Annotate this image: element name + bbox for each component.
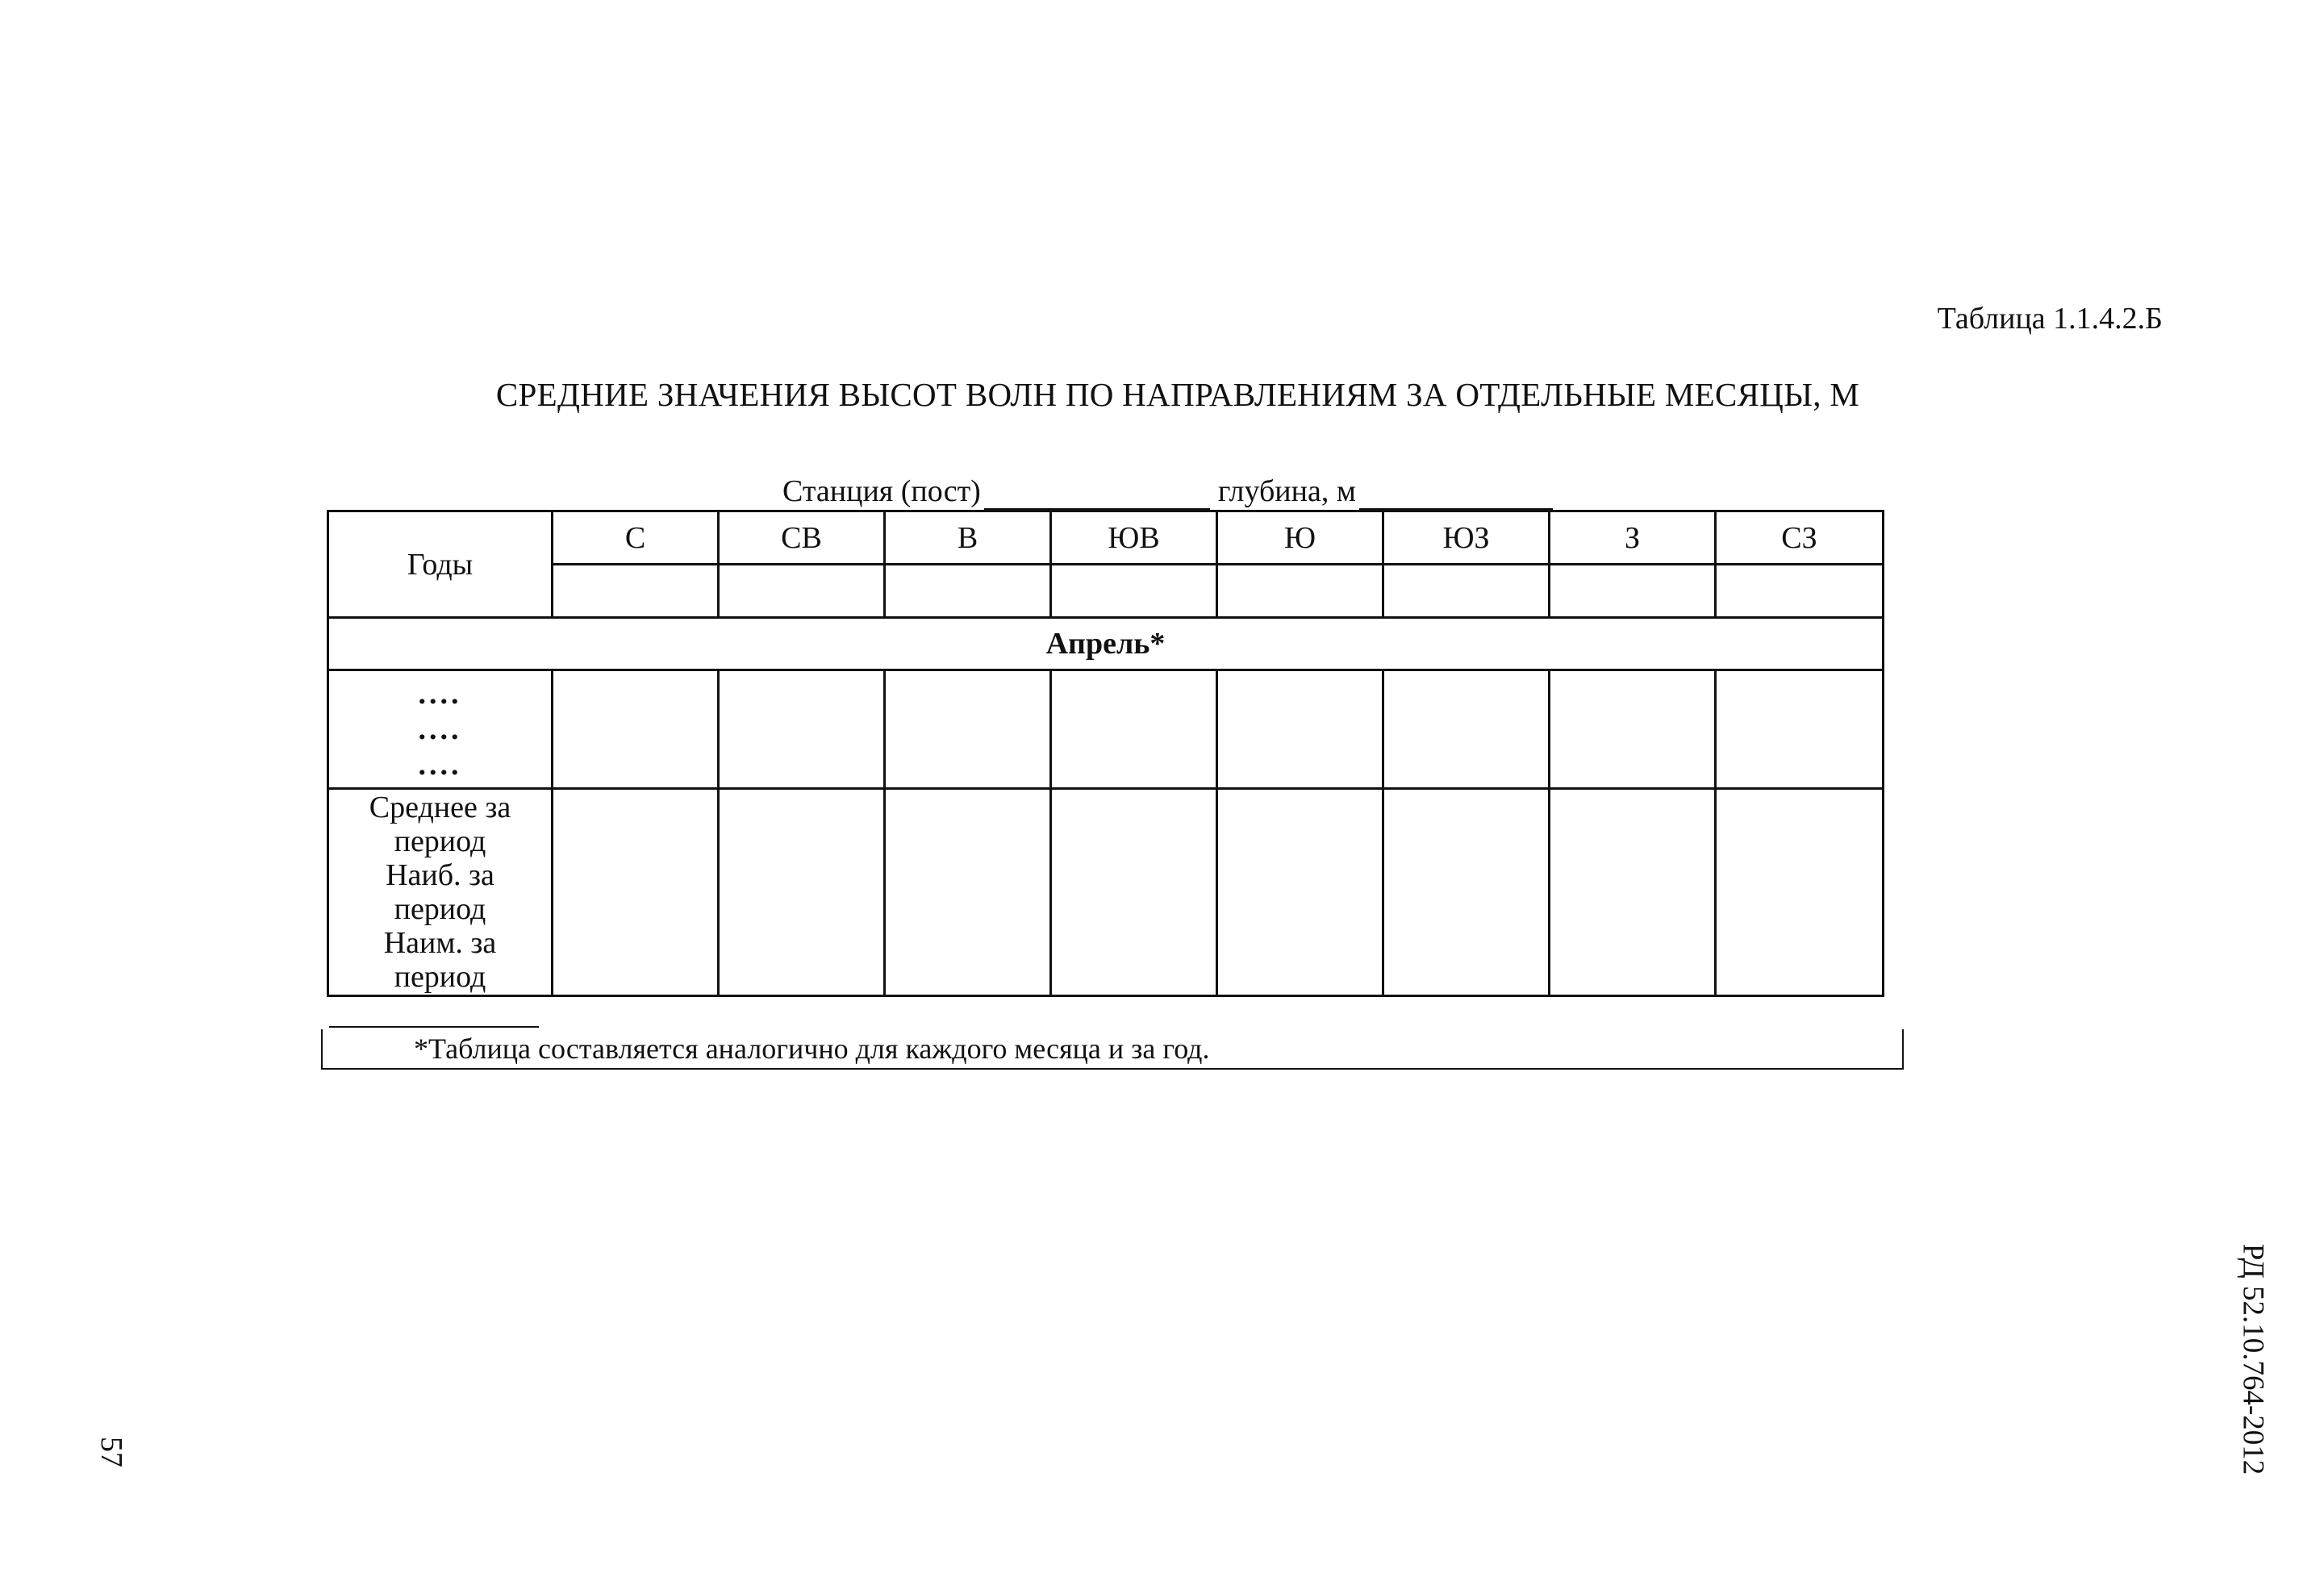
footnote-separator — [329, 1026, 539, 1028]
station-blank — [984, 478, 1210, 510]
blank-cell — [1716, 565, 1884, 618]
footnote: *Таблица составляется аналогично для каждого месяца и за год. — [414, 1033, 1210, 1065]
document-code-text: РД 52.10.764-2012 — [2236, 1243, 2270, 1475]
document-code — [2234, 1242, 2272, 1476]
blank-cell — [1550, 565, 1716, 618]
data-cell — [719, 670, 885, 789]
data-cell — [553, 789, 719, 996]
years-data-row — [328, 670, 1884, 789]
years-ellipsis-cell — [328, 670, 553, 789]
stat-label-max: Наиб. за — [386, 858, 494, 892]
wave-height-table — [327, 510, 1884, 997]
month-label: Апрель* — [328, 618, 1884, 670]
blank-cell — [885, 565, 1051, 618]
stat-label-min: Наим. за — [383, 926, 497, 960]
station-depth-line — [782, 471, 1556, 510]
stat-label-min-period: период — [394, 960, 486, 994]
subheader-blank-row — [328, 565, 1884, 618]
direction-header-e: В — [885, 511, 1051, 565]
page-number — [95, 1428, 127, 1476]
depth-label: глубина, м — [1217, 474, 1356, 508]
data-cell — [1051, 789, 1217, 996]
blank-cell — [1051, 565, 1217, 618]
period-stats-row — [328, 789, 1884, 996]
data-cell — [1716, 670, 1884, 789]
ellipsis-line: .... — [418, 748, 462, 782]
direction-header-w: З — [1550, 511, 1716, 565]
stat-label-mean: Среднее за — [369, 791, 511, 824]
period-stats-labels — [328, 789, 553, 996]
data-cell — [885, 670, 1051, 789]
data-cell — [1217, 670, 1383, 789]
blank-cell — [553, 565, 719, 618]
blank-cell — [1217, 565, 1383, 618]
data-cell — [1217, 789, 1383, 996]
depth-blank — [1359, 478, 1553, 510]
blank-cell — [1383, 565, 1550, 618]
data-cell — [885, 789, 1051, 996]
header-row — [328, 511, 1884, 565]
data-cell — [1051, 670, 1217, 789]
direction-header-s: Ю — [1217, 511, 1383, 565]
direction-header-sw: ЮЗ — [1383, 511, 1550, 565]
ellipsis-line: .... — [418, 677, 462, 711]
data-cell — [1550, 789, 1716, 996]
stat-label-mean-period: период — [394, 824, 486, 858]
page-number-text: 57 — [94, 1437, 128, 1467]
data-cell — [1550, 670, 1716, 789]
data-cell — [553, 670, 719, 789]
stat-label-max-period: период — [394, 892, 486, 926]
station-label: Станция (пост) — [782, 474, 981, 508]
direction-header-ne: СВ — [719, 511, 885, 565]
data-cell — [1383, 789, 1550, 996]
direction-header-n: С — [553, 511, 719, 565]
data-cell — [719, 789, 885, 996]
page-title: СРЕДНИЕ ЗНАЧЕНИЯ ВЫСОТ ВОЛН ПО НАПРАВЛЕНИЯМ ЗА ОТДЕЛЬНЫЕ МЕСЯЦЫ, М — [495, 376, 1860, 413]
blank-cell — [719, 565, 885, 618]
ellipsis-line: .... — [418, 712, 462, 746]
month-row — [328, 618, 1884, 670]
direction-header-nw: СЗ — [1716, 511, 1884, 565]
direction-header-se: ЮВ — [1051, 511, 1217, 565]
table-number: Таблица 1.1.4.2.Б — [1937, 302, 2163, 336]
data-cell — [1383, 670, 1550, 789]
years-header: Годы — [328, 511, 553, 618]
data-cell — [1716, 789, 1884, 996]
